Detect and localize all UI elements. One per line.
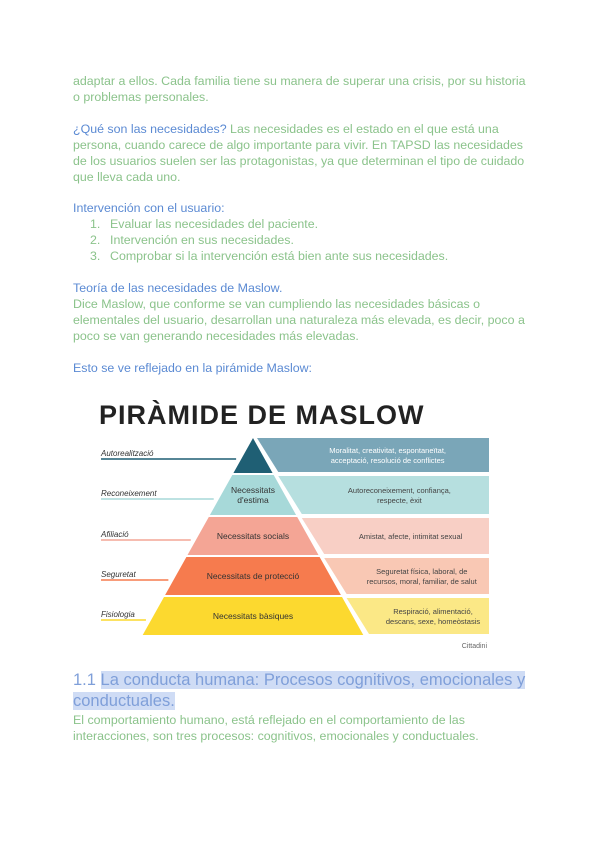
level-desc-text: Moralitat, creativitat, espontaneïtat,	[329, 446, 447, 455]
level-desc-text: respecte, èxit	[377, 496, 422, 505]
level-desc-band	[347, 598, 489, 634]
level-inner-label: Necessitats de protecció	[206, 571, 300, 581]
intervention-title: Intervención con el usuario:	[73, 201, 225, 215]
intervention-list	[90, 216, 448, 264]
level-desc-text: Amistat, afecte, intimitat sexual	[358, 532, 463, 541]
section-number: 1.1	[73, 671, 101, 689]
maslow-text: Dice Maslow, que conforme se van cumpliendo las necesidades básicas o elementales del usuario, desarrollan una naturaleza más elevada, es decir, poco a poco se van generando necesidades más elevadas.	[73, 297, 525, 343]
level-desc-text: Respiració, alimentació,	[393, 607, 473, 616]
level-side-label: Autorealització	[101, 449, 154, 458]
section-text: El comportamiento humano, está reflejado en el comportamiento de las interacciones, son tres procesos: cognitivos, emocionales y conductuales.	[73, 713, 479, 743]
level-desc-band	[278, 476, 489, 514]
list-item: 2. Intervención en sus necesidades.	[90, 233, 294, 247]
level-desc-text: Seguretat física, laboral, de	[376, 567, 468, 576]
figure-credit: Cittadini	[461, 643, 487, 650]
level-side-label: Fisiologia	[101, 610, 135, 619]
level-desc-text: acceptació, resolució de conflictes	[330, 456, 445, 465]
list-item: 3. Comprobar si la intervención está bien ante sus necesidades.	[90, 249, 449, 263]
level-inner-label: Necessitats socials	[216, 531, 290, 541]
level-side-label: Afiliació	[101, 530, 129, 539]
maslow-title: Teoría de las necesidades de Maslow.	[73, 281, 283, 295]
list-item: 1. Evaluar las necesidades del paciente.	[90, 217, 319, 231]
level-desc-text: Autoreconeixement, confiança,	[347, 486, 451, 495]
level-desc-text: descans, sexe, homeòstasis	[385, 617, 481, 626]
needs-text: Las necesidades es el estado en el que está una persona, cuando carece de algo importante para vivir. En TAPSD las necesidades de los usuarios suelen ser las protagonistas, ya que determinan el tipo de cuidado que lleva cada uno.	[73, 122, 525, 184]
figure-title: PIRÀMIDE DE MASLOW	[99, 400, 425, 430]
level-inner-label: d'estima	[237, 495, 269, 505]
level-desc-band	[324, 558, 489, 594]
level-desc-text: recursos, moral, familiar, de salut	[366, 577, 477, 586]
maslow-pyramid-figure	[95, 392, 495, 652]
level-inner-label: Necessitats bàsiques	[212, 611, 294, 621]
level-inner-label: Necessitats	[231, 485, 275, 495]
needs-paragraph	[73, 121, 533, 185]
level-side-label: Seguretat	[101, 570, 136, 579]
intro-paragraph: adaptar a ellos. Cada familia tiene su manera de superar una crisis, por su historia o problemas personales.	[73, 74, 526, 104]
level-side-label: Reconeixement	[101, 489, 157, 498]
needs-question: ¿Qué son las necesidades?	[73, 122, 227, 136]
reflect-text: Esto se ve reflejado en la pirámide Maslow:	[73, 361, 312, 375]
level-desc-band	[257, 438, 489, 472]
section-heading	[73, 670, 543, 712]
section-title: La conducta humana: Procesos cognitivos, emocionales y conductuales.	[73, 671, 526, 710]
